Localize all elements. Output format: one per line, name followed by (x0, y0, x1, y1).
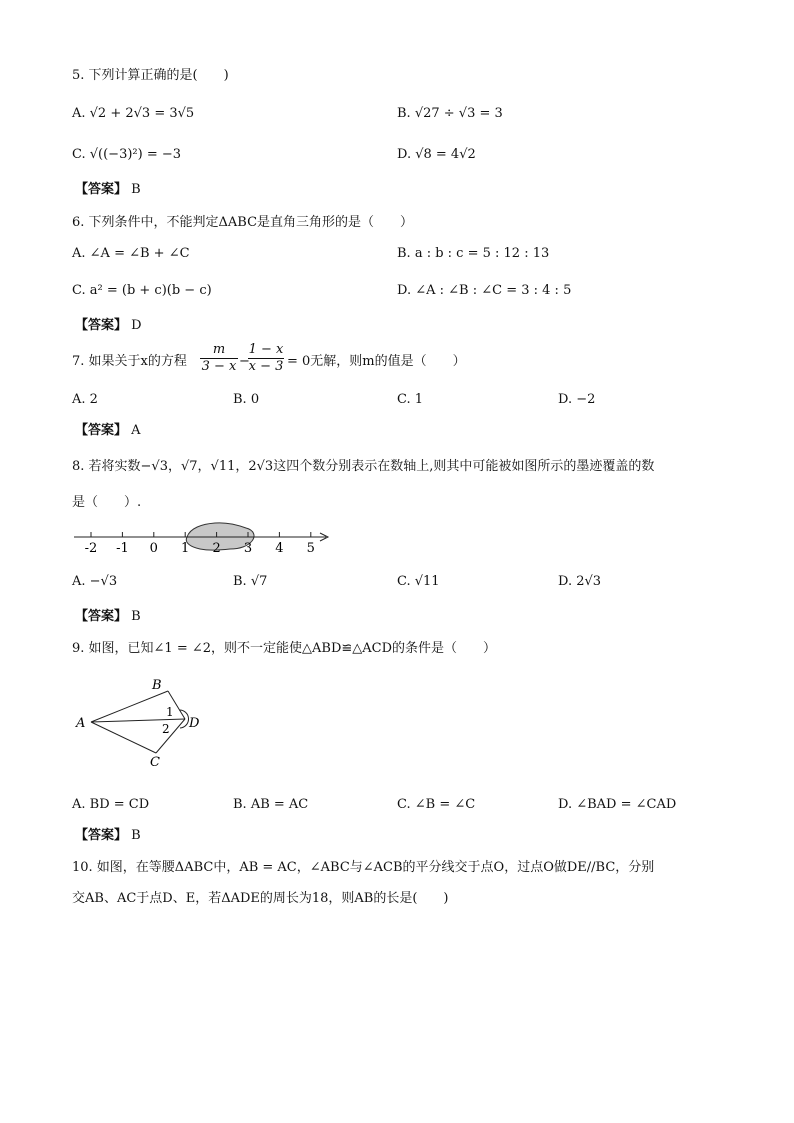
answer-label: 【答案】 (75, 609, 128, 624)
q9-option-a: A. BD = CD (72, 797, 150, 812)
q5-stem: 5. 下列计算正确的是( ) (72, 68, 229, 83)
q8-number-line (70, 516, 340, 560)
q8-option-b: B. √7 (233, 574, 268, 589)
q5-option-c: C. √((−3)²) = −3 (72, 147, 182, 162)
q7-fraction-1 (200, 342, 238, 375)
answer-value: A (131, 423, 141, 438)
q9-option-b: B. AB = AC (233, 797, 309, 812)
q8-option-c: C. √11 (397, 574, 440, 589)
q7-fraction-2 (248, 342, 284, 375)
label-angle-2: 2 (162, 722, 170, 736)
q9-answer (75, 827, 141, 845)
q8-answer (75, 608, 141, 626)
q8-stem-line1: 8. 若将实数−√3，√7，√11，2√3这四个数分别表示在数轴上,则其中可能被如图所示的墨迹覆盖的数 (72, 459, 655, 474)
q6-option-c: C. a² = (b + c)(b − c) (72, 283, 212, 298)
q7-option-d: D. −2 (558, 392, 596, 407)
q9-option-d: D. ∠BAD = ∠CAD (558, 797, 677, 812)
q7-option-c: C. 1 (397, 392, 424, 407)
label-d: D (189, 716, 200, 731)
axis-tick-label: 1 (181, 541, 190, 556)
q5-option-d: D. √8 = 4√2 (397, 147, 476, 162)
axis-tick-label: 3 (243, 541, 253, 556)
label-c: C (150, 755, 160, 770)
q7-stem-before: 7. 如果关于x的方程 (72, 354, 187, 369)
axis-tick-label: 2 (212, 541, 221, 556)
q6-answer (75, 317, 142, 335)
answer-value: B (131, 182, 141, 197)
q8-option-d: D. 2√3 (558, 574, 602, 589)
q7-option-b: B. 0 (233, 392, 260, 407)
q7-frac2-denominator: x − 3 (248, 359, 284, 374)
q9-stem: 9. 如图，已知∠1 = ∠2，则不一定能使△ABD≌△ACD的条件是（ ） (72, 641, 497, 656)
q7-option-a: A. 2 (72, 392, 98, 407)
q7-stem-after: = 0无解，则m的值是（ ） (287, 354, 466, 369)
q10-stem-line1: 10. 如图，在等腰ΔABC中，AB = AC，∠ABC与∠ACB的平分线交于点O，过点O做DE//BC，分别 (72, 860, 655, 875)
label-b: B (152, 678, 162, 693)
q9-option-c: C. ∠B = ∠C (397, 797, 476, 812)
answer-label: 【答案】 (75, 828, 128, 843)
q6-option-b: B. a : b : c = 5 : 12 : 13 (397, 246, 550, 261)
axis-tick-label: 5 (306, 541, 315, 556)
q5-option-a: A. √2 + 2√3 = 3√5 (72, 106, 195, 121)
segment-ac (91, 722, 156, 753)
answer-label: 【答案】 (75, 182, 128, 197)
segment-ad (91, 719, 185, 722)
label-a: A (76, 716, 86, 731)
q9-figure (70, 670, 220, 780)
q8-option-a: A. −√3 (72, 574, 118, 589)
q7-frac1-denominator: 3 − x (201, 359, 237, 374)
answer-value: B (131, 609, 141, 624)
axis-tick-label: 4 (275, 541, 284, 556)
axis-tick-label: -1 (116, 541, 129, 556)
q7-frac2-numerator: 1 − x (248, 342, 284, 357)
axis-tick-label: -2 (84, 541, 98, 556)
q8-stem-line2: 是（ ）. (72, 495, 142, 510)
q6-stem: 6. 下列条件中，不能判定ΔABC是直角三角形的是（ ） (72, 215, 414, 230)
axis-tick-label: 0 (149, 541, 158, 556)
label-angle-1: 1 (166, 705, 174, 719)
segment-ab (91, 691, 168, 722)
answer-label: 【答案】 (75, 318, 128, 333)
answer-label: 【答案】 (75, 423, 128, 438)
q7-answer (75, 422, 141, 440)
q6-option-d: D. ∠A : ∠B : ∠C = 3 : 4 : 5 (397, 283, 572, 298)
q7-minus-sign: − (239, 354, 250, 369)
q10-stem-line2: 交AB、AC于点D、E，若ΔADE的周长为18，则AB的长是( ) (72, 891, 449, 906)
answer-value: D (131, 318, 142, 333)
segment-cd (156, 719, 185, 753)
q5-option-b: B. √27 ÷ √3 = 3 (397, 106, 503, 121)
answer-value: B (131, 828, 141, 843)
q5-answer (75, 181, 141, 199)
q7-frac1-numerator: m (200, 342, 238, 359)
q6-option-a: A. ∠A = ∠B + ∠C (72, 246, 190, 261)
